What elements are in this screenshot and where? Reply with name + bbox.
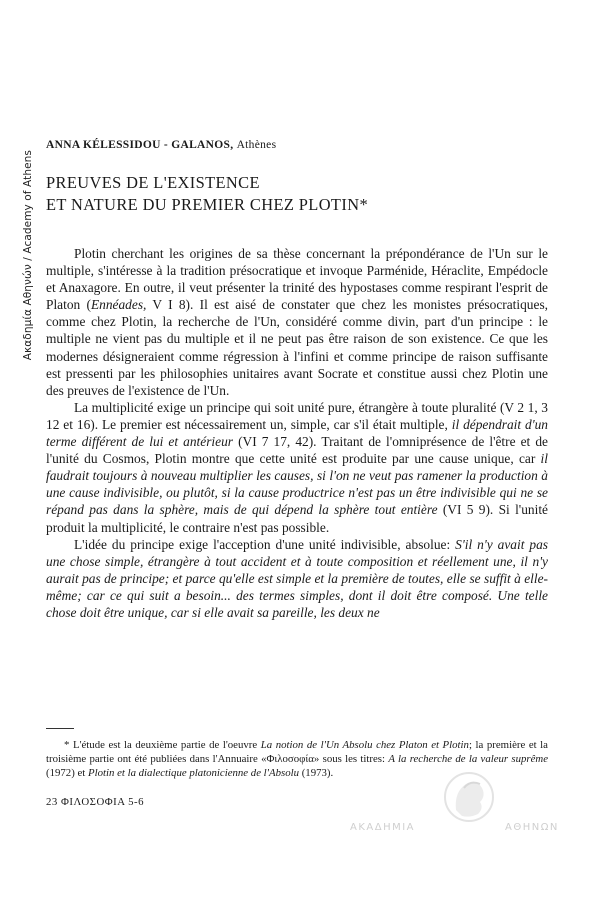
page-folio: 23 ΦΙΛΟΣΟΦΙΑ 5-6 bbox=[46, 796, 145, 808]
italic-run: il dépendrait d'un terme différent de lui et antérieur bbox=[46, 416, 548, 450]
footnote-rule bbox=[46, 728, 74, 729]
title-line-2: ET NATURE DU PREMIER CHEZ PLOTIN* bbox=[46, 195, 369, 214]
text-run: (VI 5 9). Si l'unité produit la multiplicité, le contraire n'est pas possible. bbox=[46, 502, 548, 535]
text-run: L'idée du principe exige l'acception d'une unité indivisible, absolue: bbox=[74, 536, 456, 552]
italic-run: S'il n'y avait pas une chose simple, étrangère à tout accident et à toute composition et réellement une, il n'y aurait pas de principe; et parce qu'elle est simple et la première de toutes, elle se suffit à elle-même; car ce qui suit a besoin... des termes simples, dont il doit être composé. Une telle chose doit être unique, car si elle avait sa pareille, les deux ne bbox=[46, 536, 549, 620]
author-line bbox=[46, 139, 276, 151]
text-run: Plotin cherchant les origines de sa thèse concernant la prépondérance de l'Un sur le multiple, s'intéresse à la tradition présocratique et invoque Parménide, Héraclite, Empédocle et Anaxagore. En outre, il veut présenter la trinité des hypostases comme respirant l'esprit de Platon ( bbox=[46, 246, 548, 313]
text-run: ; la première et la troisième partie ont été publiées dans l'Annuaire «Φιλοσοφία» sous les titres: bbox=[46, 739, 548, 766]
watermark-text-left: ΑΚΑΔΗΜΙΑ bbox=[350, 822, 416, 833]
text-run: * L'étude est la deuxième partie de l'oeuvre bbox=[64, 739, 261, 751]
paragraph-3 bbox=[46, 536, 548, 621]
italic-run: A la recherche de la valeur suprême bbox=[388, 753, 548, 766]
archive-side-label: Ακαδημία Αθηνών / Academy of Athens bbox=[22, 150, 34, 361]
academy-watermark bbox=[350, 770, 580, 850]
author-city: Athènes bbox=[236, 139, 277, 151]
text-run: V I 8). Il est aisé de constater que chez les monistes présocratiques, comme chez Plotin, la recherche de l'Un, considéré comme divin, part d'un principe : le multiple ne vient pas du multiple et il ne peut pas être raison de son existence. Ce que les modernes désigneraient comme régression à l'infini et comme principe de raison suffisante est pressenti par les philosophies unitaires avant Socrate et constitue aussi chez Plotin une des preuves de l'existence de l'Un. bbox=[46, 297, 549, 398]
italic-run: Plotin et la dialectique platonicienne de l'Absolu bbox=[87, 767, 299, 780]
italic-run: il faudrait toujours à nouveau multiplier les causes, si l'on ne veut pas ramener la production à une cause indivisible, ou plutôt, si la cause productrice n'est pas un être indivisible qui ne se répand pas dans la sphère, mais de qui dépend la sphère tout entière bbox=[46, 451, 548, 518]
paragraph-1 bbox=[46, 245, 548, 399]
title-line-1: PREUVES DE L'EXISTENCE bbox=[46, 173, 260, 192]
author-name: ANNA KÉLESSIDOU - GALANOS, bbox=[46, 139, 234, 151]
text-run: (1972) et bbox=[46, 767, 88, 780]
text-run: (VI 7 17, 42). Traitant de l'omniprésence de l'être et de l'unité du Cosmos, Plotin montre que cette unité est produite par une cause unique, car bbox=[46, 434, 548, 467]
text-run: La multiplicité exige un principe qui soit unité pure, étrangère à toute pluralité (V 2 1, 3 12 et 16). Le premier est nécessairement un, simple, car s'il était multiple, bbox=[46, 399, 548, 432]
italic-run: Ennéades, bbox=[90, 297, 147, 313]
text-run: (1973). bbox=[299, 767, 334, 780]
paragraph-2 bbox=[46, 399, 548, 536]
athena-seal-icon bbox=[440, 770, 498, 832]
watermark-text-right: ΑΘΗΝΩΝ bbox=[505, 822, 559, 833]
article-title bbox=[46, 172, 546, 216]
italic-run: La notion de l'Un Absolu chez Platon et Plotin bbox=[260, 739, 469, 751]
article-body bbox=[46, 245, 548, 621]
